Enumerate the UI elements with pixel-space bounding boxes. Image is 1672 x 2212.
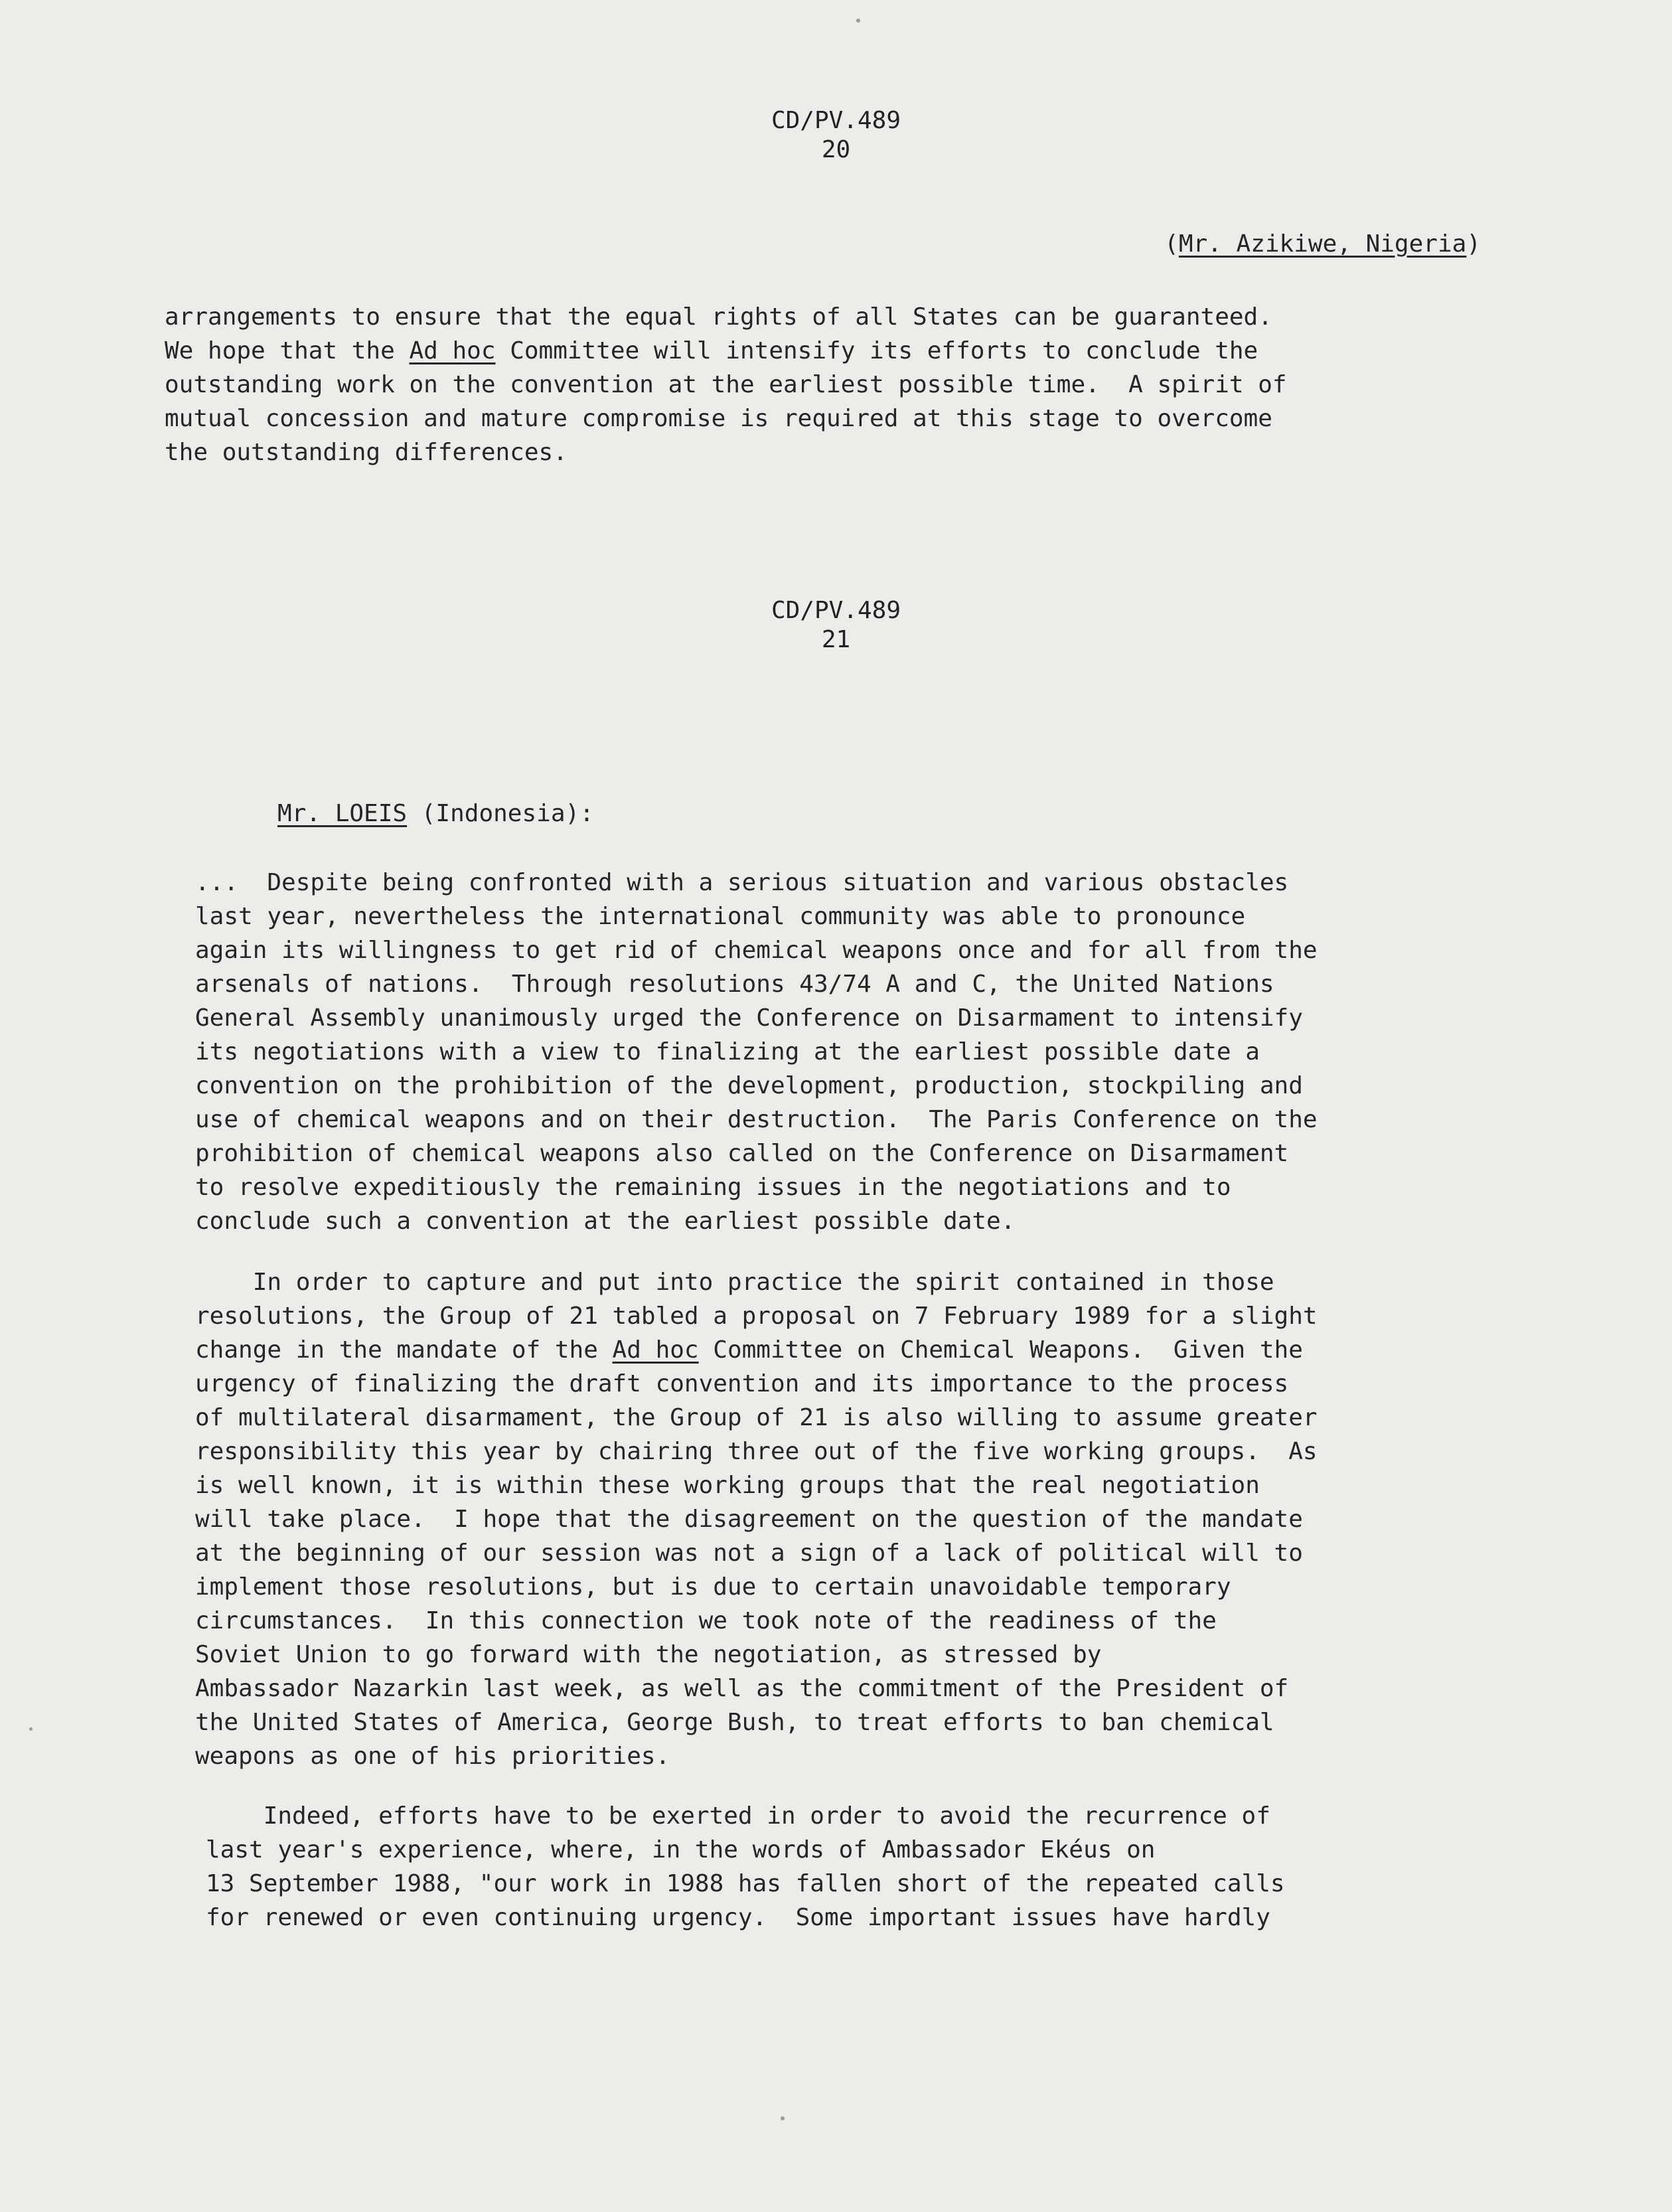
line: its negotiations with a view to finalizing at the earliest possible date a xyxy=(195,1038,1260,1066)
line: Indeed, efforts have to be exerted in order to avoid the recurrence of xyxy=(206,1802,1270,1830)
paragraph-top xyxy=(165,300,1287,469)
line: ... Despite being confronted with a serious situation and various obstacles xyxy=(195,869,1289,896)
scan-speck xyxy=(29,1727,33,1731)
line: arrangements to ensure that the equal rights of all States can be guaranteed. xyxy=(165,303,1272,331)
scan-speck xyxy=(781,2116,785,2120)
line: We hope that the xyxy=(165,337,410,364)
line: implement those resolutions, but is due to certain unavoidable temporary xyxy=(195,1573,1231,1601)
speaker-tag-name: Mr. Azikiwe, Nigeria xyxy=(1178,230,1467,258)
line: circumstances. In this connection we took note of the readiness of the xyxy=(195,1607,1217,1634)
line: last year's experience, where, in the words of Ambassador Ekéus on xyxy=(206,1836,1156,1863)
speaker-name: Mr. LOEIS xyxy=(277,800,408,827)
italic-term: Ad hoc xyxy=(409,337,496,364)
line: last year, nevertheless the international community was able to pronounce xyxy=(195,903,1246,930)
line: will take place. I hope that the disagreement on the question of the mandate xyxy=(195,1506,1303,1533)
line: at the beginning of our session was not a sign of a lack of political will to xyxy=(195,1540,1303,1567)
line: responsibility this year by chairing three out of the five working groups. As xyxy=(195,1438,1318,1465)
page-header-top xyxy=(0,106,1672,165)
paragraph-3 xyxy=(206,1799,1285,1935)
line: prohibition of chemical weapons also called on the Conference on Disarmament xyxy=(195,1140,1289,1167)
line: the United States of America, George Bush, to treat efforts to ban chemical xyxy=(195,1709,1274,1736)
line: resolutions, the Group of 21 tabled a proposal on 7 February 1989 for a slight xyxy=(195,1303,1318,1330)
line: Committee will intensify its efforts to conclude the xyxy=(495,337,1258,364)
speaker-tag: (Mr. Azikiwe, Nigeria) xyxy=(1164,230,1481,258)
line: Committee on Chemical Weapons. Given the xyxy=(698,1336,1303,1364)
line: outstanding work on the convention at the earliest possible time. A spirit of xyxy=(165,371,1287,398)
line: convention on the prohibition of the development, production, stockpiling and xyxy=(195,1072,1303,1099)
line: to resolve expeditiously the remaining issues in the negotiations and to xyxy=(195,1174,1231,1201)
line: change in the mandate of the xyxy=(195,1336,613,1364)
italic-term: Ad hoc xyxy=(612,1336,699,1364)
doc-code: CD/PV.489 xyxy=(771,107,901,134)
line: weapons as one of his priorities. xyxy=(195,1743,670,1770)
page-header-mid xyxy=(0,596,1672,655)
line: arsenals of nations. Through resolutions 43/74 A and C, the United Nations xyxy=(195,971,1274,998)
line: 13 September 1988, "our work in 1988 has fallen short of the repeated calls xyxy=(206,1870,1285,1897)
paragraph-1 xyxy=(195,866,1318,1238)
line: is well known, it is within these working groups that the real negotiation xyxy=(195,1472,1260,1499)
line: Soviet Union to go forward with the negotiation, as stressed by xyxy=(195,1641,1102,1668)
page-number: 21 xyxy=(821,626,851,653)
line: conclude such a convention at the earliest possible date. xyxy=(195,1208,1016,1235)
paragraph-2 xyxy=(195,1265,1318,1773)
speaker-country: (Indonesia): xyxy=(407,800,594,827)
page-number: 20 xyxy=(821,136,851,163)
line: of multilateral disarmament, the Group of 21 is also willing to assume greater xyxy=(195,1404,1318,1431)
line: mutual concession and mature compromise is required at this stage to overcome xyxy=(165,405,1272,432)
line: urgency of finalizing the draft convention and its importance to the process xyxy=(195,1370,1289,1397)
speaker-heading xyxy=(277,797,594,830)
doc-code: CD/PV.489 xyxy=(771,597,901,624)
line: for renewed or even continuing urgency. Some important issues have hardly xyxy=(206,1904,1270,1931)
line: again its willingness to get rid of chemical weapons once and for all from the xyxy=(195,937,1318,964)
line: Ambassador Nazarkin last week, as well as the commitment of the President of xyxy=(195,1675,1289,1702)
line: In order to capture and put into practice the spirit contained in those xyxy=(195,1269,1274,1296)
line: use of chemical weapons and on their destruction. The Paris Conference on the xyxy=(195,1106,1318,1133)
line: General Assembly unanimously urged the Conference on Disarmament to intensify xyxy=(195,1004,1303,1032)
scan-speck xyxy=(856,19,860,23)
line: the outstanding differences. xyxy=(165,439,568,466)
